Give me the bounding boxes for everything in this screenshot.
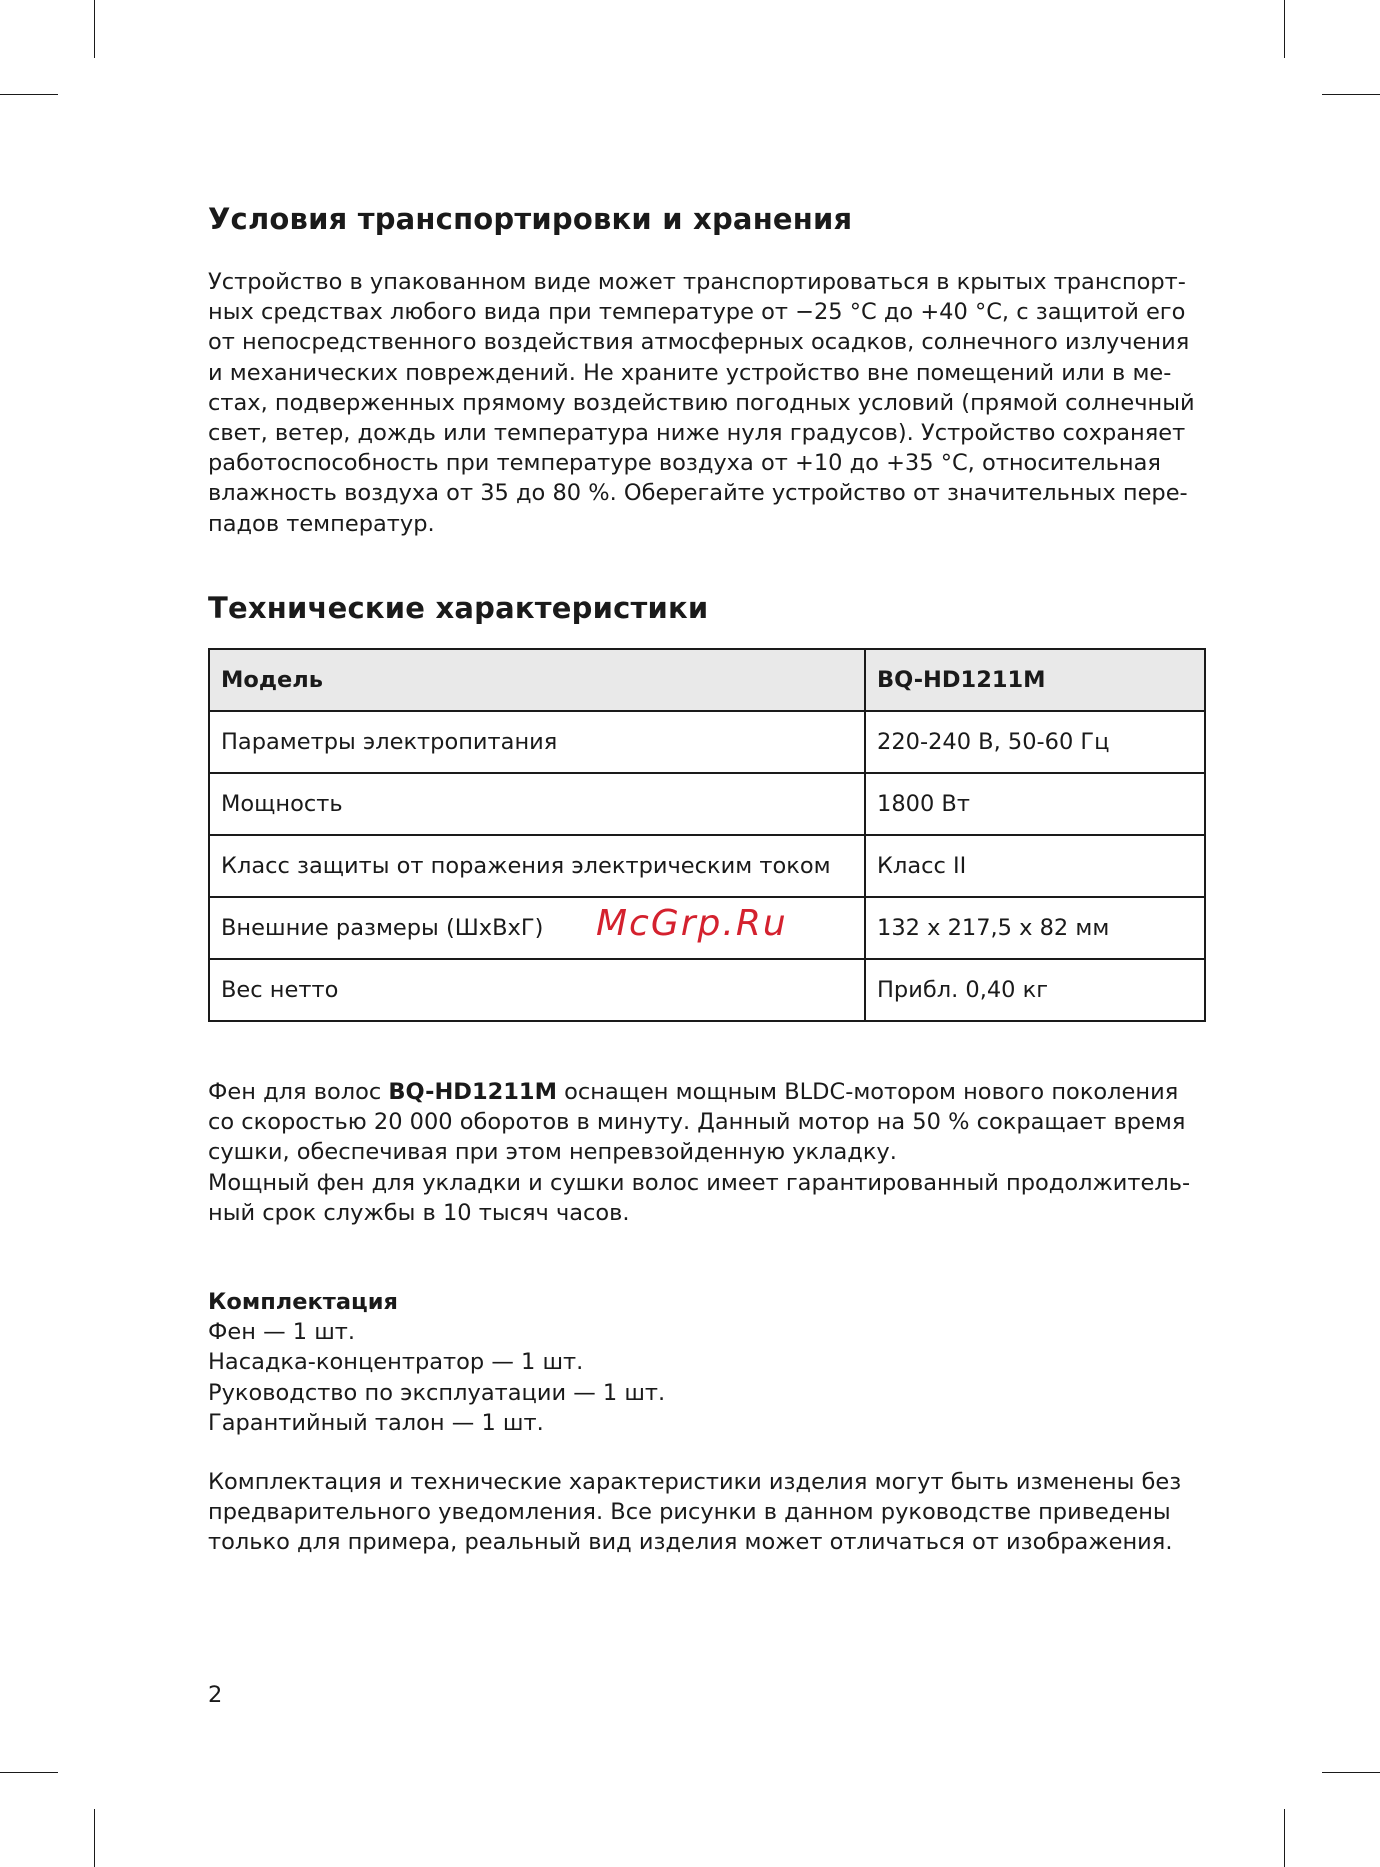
list-item: Гарантийный талон — 1 шт. — [208, 1409, 544, 1436]
crop-mark — [0, 94, 58, 95]
disclaimer-line: Комплектация и технические характеристики изделия могут быть изменены без — [208, 1469, 1182, 1495]
description-prefix: Фен для волос — [208, 1079, 389, 1105]
spec-label: Вес нетто — [209, 959, 865, 1021]
description-line — [208, 1077, 1190, 1107]
spec-value: Прибл. 0,40 кг — [865, 959, 1205, 1021]
list-item: Насадка-концентратор — 1 шт. — [208, 1349, 584, 1376]
spec-label: Внешние размеры (ШхВхГ) — [209, 897, 865, 959]
disclaimer-line: предварительного уведомления. Все рисунки в данном руководстве приведены — [208, 1499, 1171, 1526]
crop-mark — [94, 0, 95, 58]
list-item: Руководство по эксплуатации — 1 шт. — [208, 1379, 666, 1406]
spec-value: 220-240 В, 50-60 Гц — [865, 711, 1205, 773]
spec-value: Класс II — [865, 835, 1205, 897]
table-row — [209, 711, 1205, 773]
disclaimer-paragraph — [208, 1467, 1181, 1558]
description-line: со скоростью 20 000 оборотов в минуту. Данный мотор на 50 % сокращает время — [208, 1109, 1186, 1136]
crop-mark — [1284, 1809, 1285, 1867]
storage-line: ных средствах любого вида при температуре от −25 °C до +40 °C, с защитой его — [208, 299, 1186, 326]
specs-table — [208, 648, 1206, 1022]
crop-mark — [94, 1809, 95, 1867]
description-line: ный срок службы в 10 тысяч часов. — [208, 1199, 630, 1226]
storage-line: Устройство в упакованном виде может транспортироваться в крытых транспорт- — [208, 269, 1186, 295]
crop-mark — [1322, 1772, 1380, 1773]
disclaimer-line: только для примера, реальный вид изделия может отличаться от изображения. — [208, 1529, 1173, 1556]
storage-paragraph — [208, 267, 1195, 539]
description-suffix: оснащен мощным BLDC-мотором нового поколения — [556, 1079, 1179, 1105]
storage-line: влажность воздуха от 35 до 80 %. Оберегайте устройство от значительных пере- — [208, 480, 1188, 507]
crop-mark — [1322, 94, 1380, 95]
package-title: Комплектация — [208, 1289, 398, 1315]
storage-line: падов температур. — [208, 510, 435, 537]
table-row — [209, 773, 1205, 835]
page-number: 2 — [208, 1682, 223, 1708]
description-line: Мощный фен для укладки и сушки волос имеет гарантированный продолжитель- — [208, 1169, 1191, 1196]
storage-line: от непосредственного воздействия атмосферных осадков, солнечного излучения — [208, 329, 1190, 356]
description-line: сушки, обеспечивая при этом непревзойденную укладку. — [208, 1139, 897, 1166]
specs-title: Технические характеристики — [208, 591, 709, 625]
spec-value: 132 x 217,5 x 82 мм — [865, 897, 1205, 959]
specs-header-label: Модель — [209, 649, 865, 711]
table-row — [209, 835, 1205, 897]
storage-title: Условия транспортировки и хранения — [208, 202, 853, 236]
storage-line: свет, ветер, дождь или температура ниже нуля градусов). Устройство сохраняет — [208, 420, 1186, 447]
specs-header-row — [209, 649, 1205, 711]
spec-label: Класс защиты от поражения электрическим током — [209, 835, 865, 897]
table-row — [209, 959, 1205, 1021]
spec-value: 1800 Вт — [865, 773, 1205, 835]
crop-mark — [0, 1772, 58, 1773]
storage-line: работоспособность при температуре воздуха от +10 до +35 °C, относительная — [208, 450, 1161, 477]
storage-line: и механических повреждений. Не храните устройство вне помещений или в ме- — [208, 359, 1172, 386]
package-list — [208, 1287, 665, 1438]
watermark: McGrp.Ru — [596, 903, 788, 944]
specs-header-value: BQ-HD1211M — [865, 649, 1205, 711]
model-name: BQ-HD1211M — [388, 1079, 557, 1105]
spec-label: Параметры электропитания — [209, 711, 865, 773]
spec-label: Мощность — [209, 773, 865, 835]
crop-mark — [1284, 0, 1285, 58]
list-item: Фен — 1 шт. — [208, 1319, 356, 1346]
description-paragraph — [208, 1077, 1190, 1228]
storage-line: стах, подверженных прямому воздействию погодных условий (прямой солнечный — [208, 389, 1195, 416]
